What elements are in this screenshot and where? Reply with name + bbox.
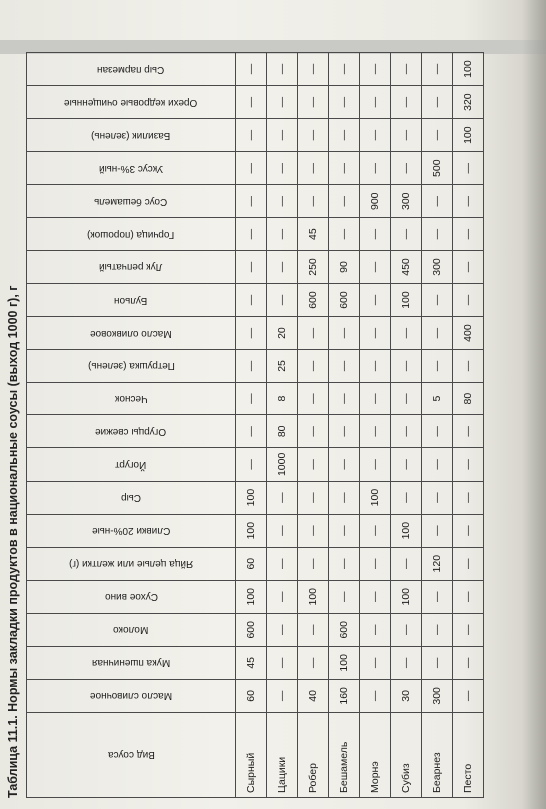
table-cell: —	[360, 547, 391, 580]
table-cell: —	[453, 514, 484, 547]
table-cell: —	[329, 317, 360, 350]
column-header	[27, 547, 236, 580]
column-header-text: Сливки 20%-ные	[91, 525, 171, 537]
table-cell: —	[236, 317, 267, 350]
table-cell: —	[298, 317, 329, 350]
column-header	[27, 53, 236, 86]
table-cell: —	[453, 646, 484, 679]
table-cell: 100	[236, 580, 267, 613]
column-header	[27, 250, 236, 283]
table-cell: —	[298, 53, 329, 86]
table-cell: 100	[298, 580, 329, 613]
table-cell: —	[391, 119, 422, 152]
table-cell: 400	[453, 317, 484, 350]
table-cell: —	[360, 415, 391, 448]
table-cell: 120	[422, 547, 453, 580]
table-cell: —	[267, 53, 298, 86]
column-header-text: Уксус 3%-ный	[98, 162, 164, 174]
table-cell: —	[422, 185, 453, 218]
table-cell: —	[422, 580, 453, 613]
table-cell: —	[453, 679, 484, 712]
table-cell: 8	[267, 382, 298, 415]
table-cell: 300	[391, 185, 422, 218]
table-cell: —	[236, 185, 267, 218]
table-cell: —	[391, 547, 422, 580]
table-cell: 80	[267, 415, 298, 448]
table-cell: —	[360, 382, 391, 415]
table-cell: —	[298, 350, 329, 383]
table-cell: —	[360, 119, 391, 152]
table-cell: 20	[267, 317, 298, 350]
table-cell: —	[298, 152, 329, 185]
table-cell: —	[329, 119, 360, 152]
table-cell: 600	[298, 284, 329, 317]
table-cell: —	[453, 481, 484, 514]
sauce-name: Песто	[453, 712, 484, 797]
table-cell: 100	[453, 53, 484, 86]
column-header-text: Базилик (зелень)	[91, 129, 171, 141]
table-cell: —	[453, 152, 484, 185]
table-cell: —	[329, 415, 360, 448]
table-cell: —	[453, 185, 484, 218]
table-cell: 100	[391, 284, 422, 317]
table-cell: —	[422, 284, 453, 317]
table-cell: 90	[329, 250, 360, 283]
table-cell: —	[267, 679, 298, 712]
table-cell: —	[391, 415, 422, 448]
table-cell: 25	[267, 350, 298, 383]
table-cell: 100	[236, 481, 267, 514]
table-cell: —	[453, 448, 484, 481]
table-cell: —	[329, 580, 360, 613]
table-cell: 60	[236, 679, 267, 712]
table-cell: —	[298, 547, 329, 580]
table-cell: —	[329, 185, 360, 218]
table-row	[329, 53, 360, 798]
table-cell: —	[391, 382, 422, 415]
table-cell: 300	[422, 250, 453, 283]
table-cell: —	[329, 514, 360, 547]
table-cell: —	[267, 514, 298, 547]
table-cell: 100	[391, 514, 422, 547]
page-shadow	[522, 0, 546, 809]
rotated-content	[0, 52, 520, 800]
table-cell: —	[391, 53, 422, 86]
table-cell: —	[267, 152, 298, 185]
column-header	[27, 152, 236, 185]
table-cell: —	[453, 415, 484, 448]
table-cell: —	[453, 250, 484, 283]
table-cell: —	[391, 350, 422, 383]
sauce-name: Сырный	[236, 712, 267, 797]
sauce-name: Бешамель	[329, 712, 360, 797]
table-cell: —	[360, 613, 391, 646]
table-cell: 100	[391, 580, 422, 613]
column-header	[27, 580, 236, 613]
table-cell: —	[391, 152, 422, 185]
table-cell: 100	[236, 514, 267, 547]
column-header-text: Сыр пармезан	[97, 63, 165, 75]
table-cell: —	[360, 152, 391, 185]
table-row	[267, 53, 298, 798]
column-header-text: Орехи кедровые очищенные	[64, 96, 198, 108]
table-cell: —	[422, 86, 453, 119]
table-cell: 40	[298, 679, 329, 712]
table-row	[236, 53, 267, 798]
table-cell: —	[298, 185, 329, 218]
column-header	[27, 382, 236, 415]
table-cell: —	[236, 119, 267, 152]
table-cell: 100	[453, 119, 484, 152]
table-cell: —	[267, 646, 298, 679]
table-cell: —	[391, 317, 422, 350]
column-header-text: Огурцы свежие	[95, 425, 167, 437]
table-cell: —	[329, 350, 360, 383]
table-cell: —	[391, 481, 422, 514]
table-cell: —	[236, 218, 267, 251]
table-cell: —	[236, 350, 267, 383]
column-header	[27, 119, 236, 152]
table-cell: —	[298, 514, 329, 547]
table-cell: —	[267, 547, 298, 580]
column-header-text: Молоко	[113, 624, 149, 636]
sauce-name: Цацики	[267, 712, 298, 797]
sauce-name: Робер	[298, 712, 329, 797]
table-cell: 900	[360, 185, 391, 218]
table-cell: —	[298, 415, 329, 448]
table-cell: —	[267, 119, 298, 152]
column-header	[27, 514, 236, 547]
table-cell: 300	[422, 679, 453, 712]
table-cell: —	[298, 481, 329, 514]
row-header	[27, 712, 236, 797]
column-header-text: Чеснок	[114, 393, 148, 405]
table-cell: 160	[329, 679, 360, 712]
table-cell: —	[267, 284, 298, 317]
table-cell: —	[360, 53, 391, 86]
table-cell: —	[422, 613, 453, 646]
table-caption: Таблица 11.1. Нормы закладки продуктов в национальные соусы (выход 1000 г), г	[6, 285, 20, 798]
table-cell: —	[391, 613, 422, 646]
table-cell: —	[360, 218, 391, 251]
column-header-text: Бульон	[114, 294, 148, 306]
table-cell: —	[453, 580, 484, 613]
table-cell: —	[360, 580, 391, 613]
table-cell: —	[298, 86, 329, 119]
column-header	[27, 646, 236, 679]
table-cell: —	[453, 547, 484, 580]
table-cell: —	[236, 152, 267, 185]
table-cell: —	[298, 646, 329, 679]
table-cell: —	[453, 613, 484, 646]
table-cell: —	[360, 250, 391, 283]
table-cell: —	[360, 317, 391, 350]
table-cell: 100	[360, 481, 391, 514]
table-cell: —	[329, 382, 360, 415]
table-cell: 500	[422, 152, 453, 185]
table-cell: 5	[422, 382, 453, 415]
table-row	[391, 53, 422, 798]
table-cell: —	[422, 481, 453, 514]
column-header-text: Горчица (порошок)	[87, 228, 175, 240]
table-cell: —	[329, 86, 360, 119]
table-cell: —	[391, 448, 422, 481]
table-cell: —	[298, 119, 329, 152]
table-row	[453, 53, 484, 798]
column-header-text: Масло оливковое	[90, 327, 172, 339]
table-cell: —	[298, 448, 329, 481]
table-cell: —	[236, 250, 267, 283]
table-cell: 1000	[267, 448, 298, 481]
column-header-text: Лук репчатый	[99, 261, 163, 273]
column-header-text: Йогурт	[115, 458, 147, 470]
table-cell: —	[422, 53, 453, 86]
table-cell: —	[391, 646, 422, 679]
column-header	[27, 317, 236, 350]
table-cell: —	[267, 86, 298, 119]
column-header-text: Масло сливочное	[89, 690, 173, 702]
table-cell: —	[267, 580, 298, 613]
table-cell: —	[422, 415, 453, 448]
table-cell: —	[329, 152, 360, 185]
table-cell: —	[422, 646, 453, 679]
column-header-text: Яйца целые или желтки (г)	[68, 558, 194, 570]
column-header-text: Сыр	[121, 492, 141, 504]
table-cell: —	[422, 218, 453, 251]
table-cell: —	[360, 448, 391, 481]
table-cell: —	[267, 250, 298, 283]
sauce-name: Беарнез	[422, 712, 453, 797]
column-header-text: Петрушка (зелень)	[87, 360, 175, 372]
header-row	[27, 53, 236, 798]
table-cell: —	[453, 284, 484, 317]
table-cell: —	[267, 481, 298, 514]
column-header	[27, 218, 236, 251]
table-cell: 45	[236, 646, 267, 679]
table-row	[298, 53, 329, 798]
column-header	[27, 448, 236, 481]
table-cell: —	[236, 284, 267, 317]
table-cell: —	[360, 514, 391, 547]
table-cell: 600	[329, 284, 360, 317]
table-row	[360, 53, 391, 798]
table-cell: 450	[391, 250, 422, 283]
table-cell: 600	[329, 613, 360, 646]
table-cell: —	[329, 547, 360, 580]
table-row	[422, 53, 453, 798]
sauce-name: Морнэ	[360, 712, 391, 797]
sauce-name: Субиз	[391, 712, 422, 797]
table-cell: —	[360, 679, 391, 712]
table-cell: —	[236, 415, 267, 448]
table-cell: —	[360, 86, 391, 119]
table-cell: —	[422, 448, 453, 481]
table-cell: —	[360, 350, 391, 383]
column-header	[27, 613, 236, 646]
table-cell: 250	[298, 250, 329, 283]
table-cell: 45	[298, 218, 329, 251]
table-cell: —	[236, 53, 267, 86]
table-cell: —	[391, 86, 422, 119]
table-cell: —	[422, 350, 453, 383]
table-cell: —	[422, 514, 453, 547]
column-header	[27, 481, 236, 514]
column-header	[27, 185, 236, 218]
table-cell: —	[329, 53, 360, 86]
table-cell: —	[453, 218, 484, 251]
norms-table	[26, 52, 484, 798]
table-cell: —	[267, 185, 298, 218]
row-header-text: Вид соуса	[107, 749, 155, 761]
column-header	[27, 284, 236, 317]
table-cell: 600	[236, 613, 267, 646]
table-cell: 60	[236, 547, 267, 580]
table-cell: —	[360, 646, 391, 679]
column-header	[27, 350, 236, 383]
table-cell: —	[267, 613, 298, 646]
table-cell: —	[267, 218, 298, 251]
table-cell: —	[422, 119, 453, 152]
table-cell: —	[391, 218, 422, 251]
column-header-text: Соус бешамель	[94, 195, 168, 207]
table-cell: 80	[453, 382, 484, 415]
table-cell: —	[236, 382, 267, 415]
table-cell: 100	[329, 646, 360, 679]
table-cell: —	[329, 218, 360, 251]
column-header-text: Мука пшеничная	[91, 657, 171, 669]
table-cell: —	[360, 284, 391, 317]
column-header	[27, 415, 236, 448]
table-cell: —	[298, 613, 329, 646]
table-cell: —	[298, 382, 329, 415]
table-cell: —	[453, 350, 484, 383]
table-cell: 320	[453, 86, 484, 119]
column-header	[27, 86, 236, 119]
table-cell: —	[329, 481, 360, 514]
table-cell: 30	[391, 679, 422, 712]
column-header	[27, 679, 236, 712]
table-cell: —	[236, 448, 267, 481]
table-cell: —	[236, 86, 267, 119]
table-cell: —	[329, 448, 360, 481]
column-header-text: Сухое вино	[104, 591, 158, 603]
table-cell: —	[422, 317, 453, 350]
